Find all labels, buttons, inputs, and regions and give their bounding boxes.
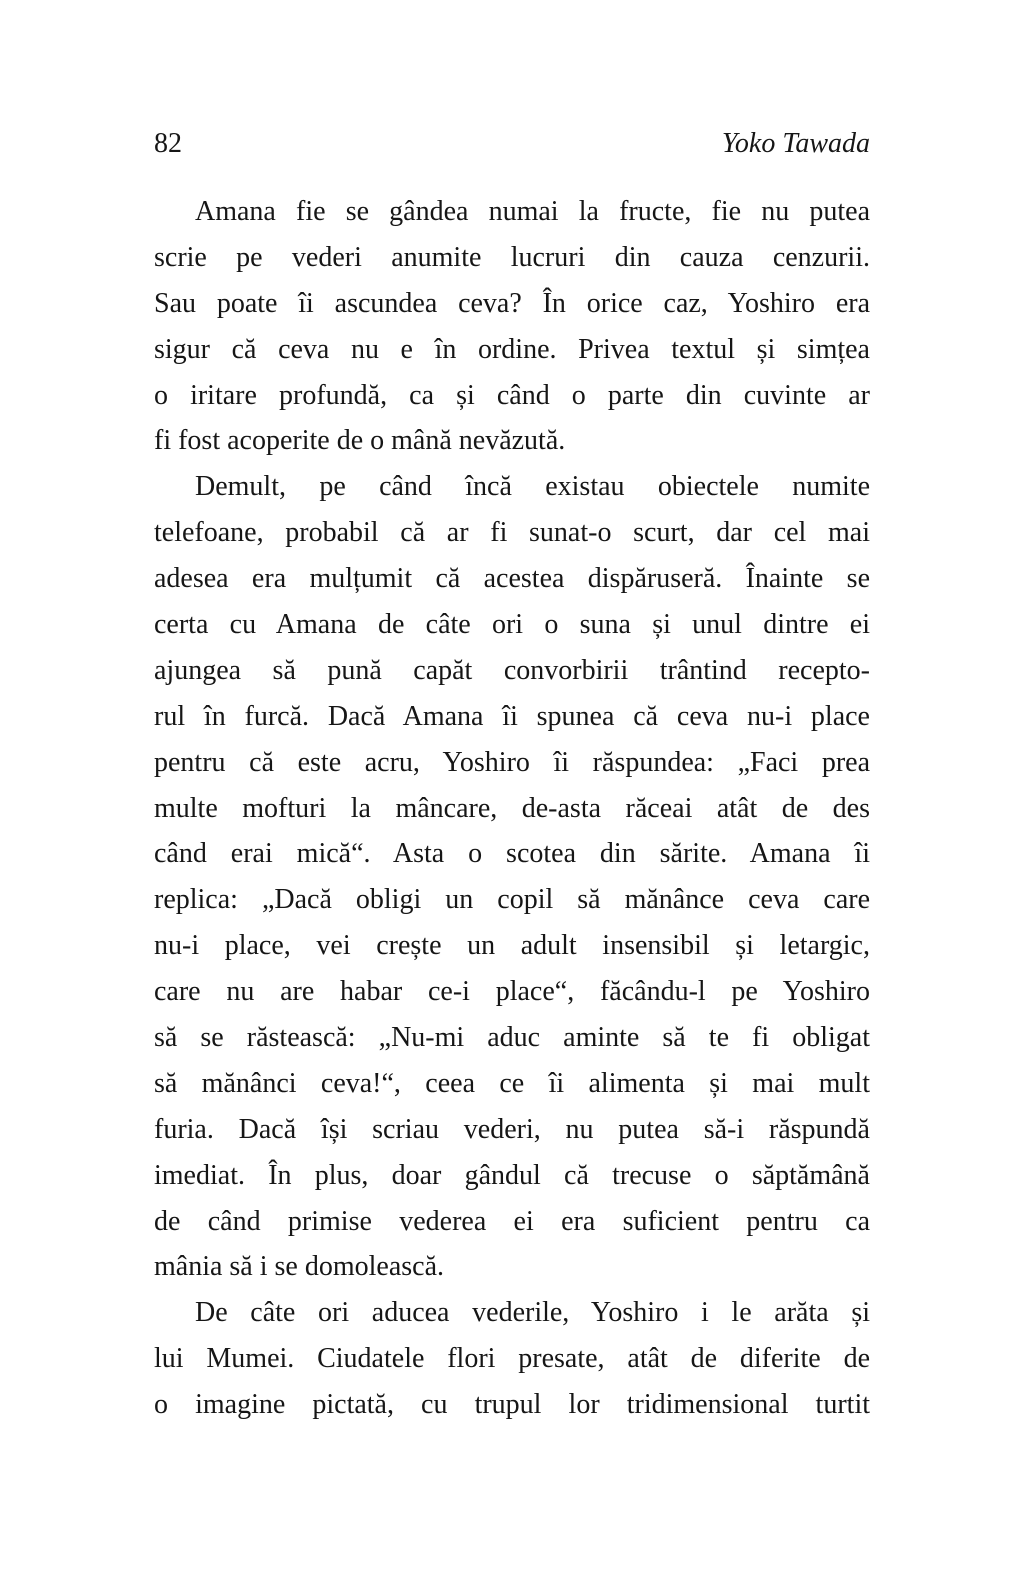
text-line: care nu are habar ce-i place“, făcându-l pe Yoshiro (154, 976, 870, 1008)
body-text (154, 189, 870, 1428)
paragraph (154, 189, 870, 464)
text-line: fi fost acoperite de o mână nevăzută. (154, 425, 566, 457)
text-line: să se răstească: „Nu-mi aduc aminte să te fi obligat (154, 1022, 870, 1054)
text-line: sigur că ceva nu e în ordine. Privea textul și simțea (154, 333, 870, 365)
text-line: nu-i place, vei crește un adult insensibil și letargic, (154, 930, 870, 962)
text-line: mânia să i se domolească. (154, 1251, 445, 1283)
text-line: să mănânci ceva!“, ceea ce îi alimenta și mai mult (154, 1067, 870, 1099)
text-line: rul în furcă. Dacă Amana îi spunea că ceva nu-i place (154, 700, 870, 732)
text-line: o iritare profundă, ca și când o parte din cuvinte ar (154, 379, 870, 411)
text-line: certa cu Amana de câte ori o suna și unul dintre ei (154, 609, 870, 641)
text-line: de când primise vederea ei era suficient pentru ca (154, 1205, 870, 1237)
text-line: ajungea să pună capăt convorbirii trântind recepto- (154, 654, 870, 686)
text-line: o imagine pictată, cu trupul lor tridimensional turtit (154, 1389, 870, 1421)
page-number: 82 (154, 128, 182, 159)
text-line: Amana fie se gândea numai la fructe, fie nu putea (195, 196, 870, 227)
running-head: Yoko Tawada (721, 128, 870, 159)
text-line: lui Mumei. Ciudatele flori presate, atât de diferite de (154, 1343, 870, 1375)
text-line: multe mofturi la mâncare, de-asta răceai atât de des (154, 792, 870, 824)
page-header (154, 128, 870, 160)
text-line: adesea era mulțumit că acestea dispăruseră. Înainte se (154, 563, 870, 595)
paragraph (154, 1290, 870, 1428)
text-line: Demult, pe când încă existau obiectele numite (195, 471, 870, 503)
text-line: telefoane, probabil că ar fi sunat-o scurt, dar cel mai (154, 517, 870, 549)
text-line: Sau poate îi ascundea ceva? În orice caz, Yoshiro era (154, 287, 870, 319)
text-line: imediat. În plus, doar gândul că trecuse o săptămână (154, 1159, 870, 1191)
text-line: furia. Dacă își scriau vederi, nu putea să-i răspundă (154, 1113, 870, 1145)
text-line: când erai mică“. Asta o scotea din sărite. Amana îi (154, 838, 870, 870)
text-line: De câte ori aducea vederile, Yoshiro i le arăta și (195, 1297, 870, 1329)
text-line: replica: „Dacă obligi un copil să mănânce ceva care (154, 884, 870, 916)
paragraph (154, 464, 870, 1290)
text-line: pentru că este acru, Yoshiro îi răspundea: „Faci prea (154, 746, 870, 778)
text-line: scrie pe vederi anumite lucruri din cauza cenzurii. (154, 241, 870, 273)
